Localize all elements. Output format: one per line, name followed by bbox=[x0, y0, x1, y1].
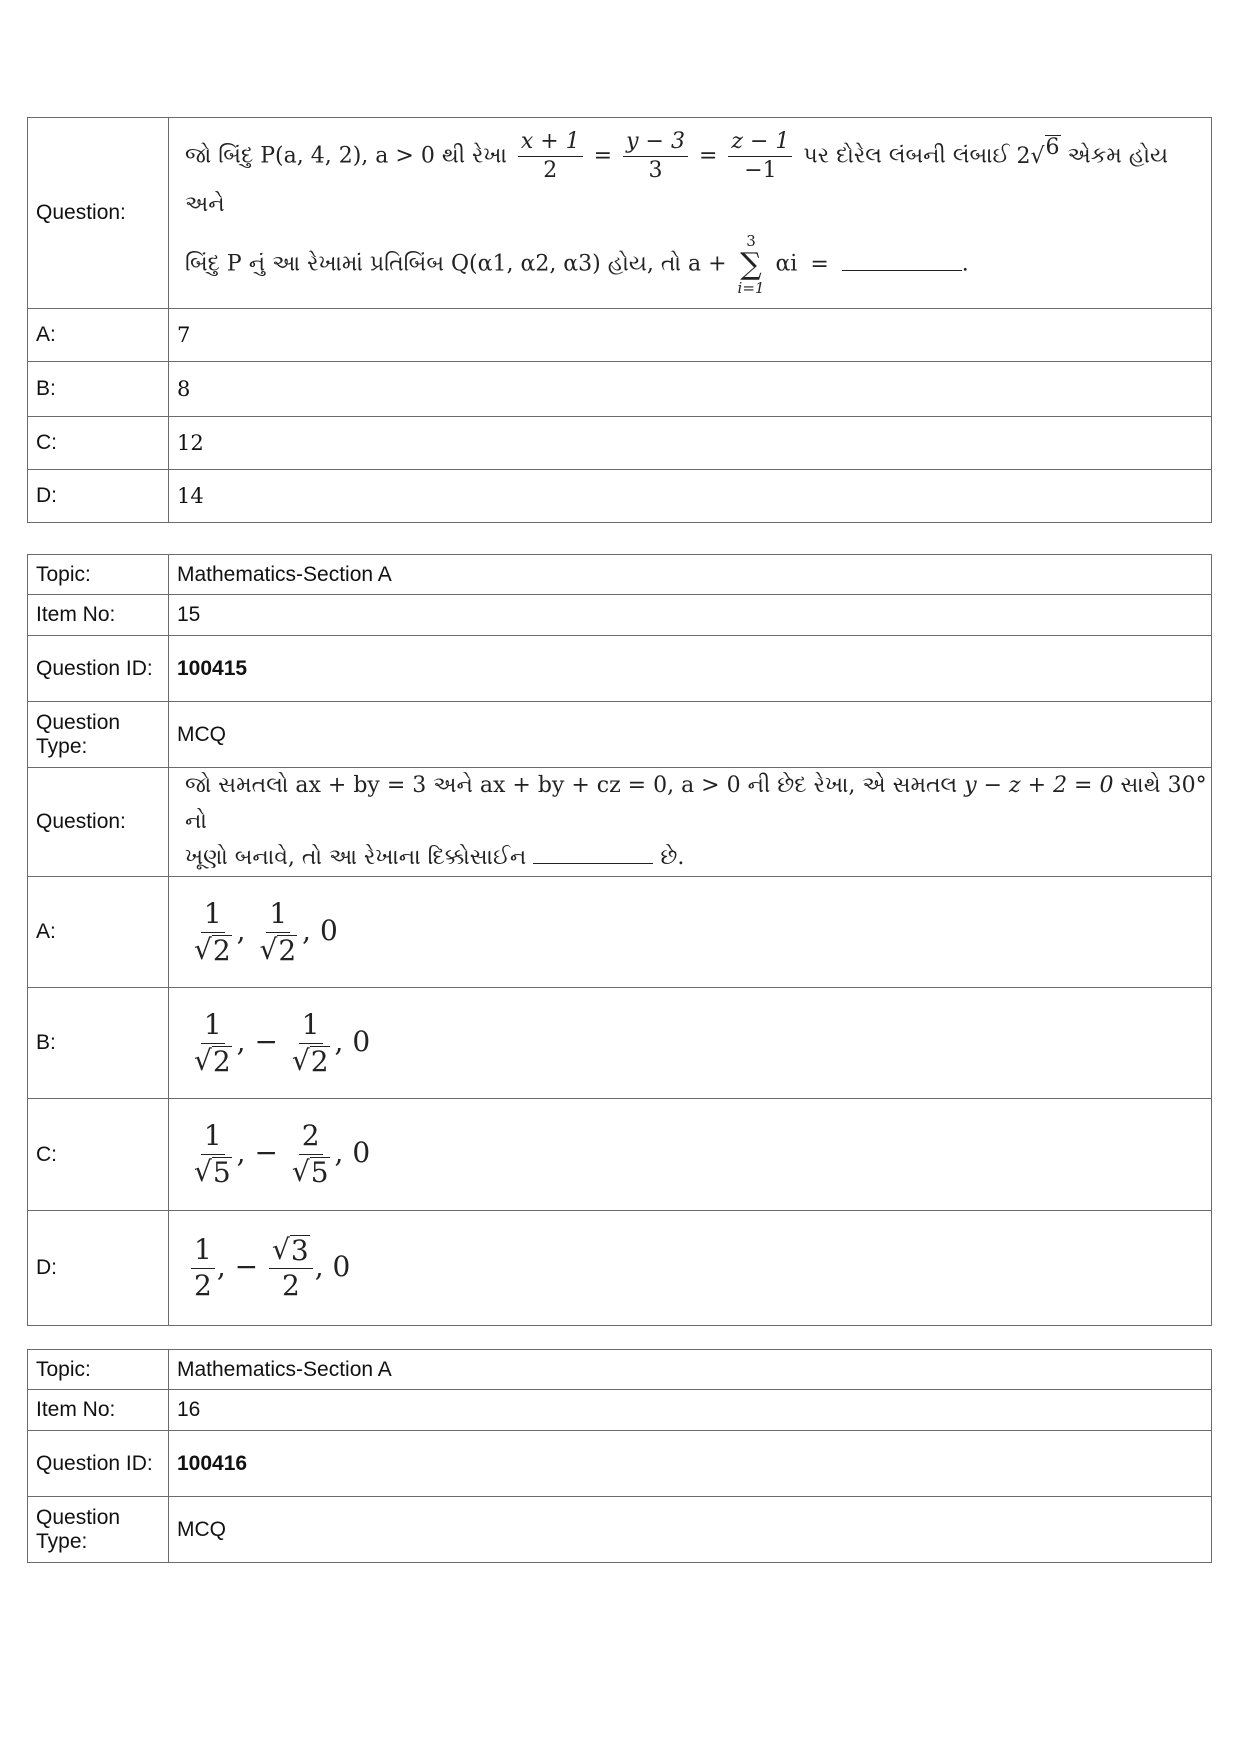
option-c-label: C: bbox=[28, 417, 169, 470]
question-text bbox=[169, 768, 1212, 877]
option-c-value: 12 bbox=[169, 417, 1212, 470]
fraction-y: $\frac{y - 3}{3}$ bbox=[623, 130, 688, 183]
option-b-value: 8 bbox=[169, 362, 1212, 417]
option-c-label: C: bbox=[28, 1099, 169, 1211]
topic-label: Topic: bbox=[28, 555, 169, 595]
fraction-z: $\frac{z - 1}{-1}$ bbox=[728, 130, 792, 183]
question-16-table bbox=[27, 1349, 1212, 1563]
topic-label: Topic: bbox=[28, 1350, 169, 1390]
option-d-value: $\frac{1}{2}$ , − √ 3 2 , 0 bbox=[169, 1211, 1212, 1326]
item-no-label: Item No: bbox=[28, 595, 169, 636]
item-no-value: 16 bbox=[169, 1390, 1212, 1431]
question-label: Question: bbox=[28, 768, 169, 877]
question-line-1: જો સમતલો ax + by = 3 અને ax + by + cz = 0, a > 0 ની છેદ રેખા, એ સમતલ y − z + 2 = 0 સાથે 30° નો bbox=[185, 773, 1207, 834]
question-text bbox=[169, 118, 1212, 309]
item-no-label: Item No: bbox=[28, 1390, 169, 1431]
question-15-table bbox=[27, 554, 1212, 1326]
question-14-table bbox=[27, 117, 1212, 523]
option-b-label: B: bbox=[28, 988, 169, 1099]
option-d-label: D: bbox=[28, 470, 169, 523]
option-d-value: 14 bbox=[169, 470, 1212, 523]
question-id-value: 100416 bbox=[169, 1431, 1212, 1497]
option-b-label: B: bbox=[28, 362, 169, 417]
option-a-label: A: bbox=[28, 309, 169, 362]
question-type-label: Question Type: bbox=[28, 702, 169, 768]
fraction-x: $\frac{x + 1}{2}$ bbox=[518, 130, 583, 183]
option-b-value: 1 √ 2 , − 1 √ 2 , 0 bbox=[169, 988, 1212, 1099]
question-line-2: ખૂણો બનાવે, તો આ રેખાના દિક્કોસાઈન છે. bbox=[185, 845, 685, 870]
question-label: Question: bbox=[28, 118, 169, 309]
option-a-value: 1 √ 2 , 1 √ 2 , 0 bbox=[169, 877, 1212, 988]
question-id-label: Question ID: bbox=[28, 636, 169, 702]
option-d-label: D: bbox=[28, 1211, 169, 1326]
option-a-label: A: bbox=[28, 877, 169, 988]
question-type-value: MCQ bbox=[169, 702, 1212, 768]
question-line-2: બિંદુ P નું આ રેખામાં પ્રતિબિંબ Q(α1, α2, α3) હોય, તો a + 3 ∑ i=1 αi = . bbox=[185, 232, 969, 297]
answer-blank bbox=[842, 270, 962, 271]
question-id-value: 100415 bbox=[169, 636, 1212, 702]
length-expression: 2√ 6 bbox=[1017, 144, 1068, 169]
topic-value: Mathematics-Section A bbox=[169, 1350, 1212, 1390]
option-c-value: 1 √ 5 , − 2 √ 5 , 0 bbox=[169, 1099, 1212, 1211]
answer-blank bbox=[533, 863, 653, 864]
topic-value: Mathematics-Section A bbox=[169, 555, 1212, 595]
option-a-value: 7 bbox=[169, 309, 1212, 362]
item-no-value: 15 bbox=[169, 595, 1212, 636]
summation: 3 ∑ i=1 bbox=[737, 232, 765, 297]
question-type-value: MCQ bbox=[169, 1497, 1212, 1563]
question-type-label: Question Type: bbox=[28, 1497, 169, 1563]
question-id-label: Question ID: bbox=[28, 1431, 169, 1497]
sqrt-6: √ 6 bbox=[1030, 134, 1060, 169]
question-line-1: જો બિંદુ P(a, 4, 2), a > 0 થી રેખા $\frac{x + 1}{2}$ = $\frac{y - 3}{3}$ = $\frac{z - 1}{-1}$ પર દોરેલ લંબની લંબાઈ 2√ 6 એકમ હોય અને bbox=[185, 128, 1168, 218]
